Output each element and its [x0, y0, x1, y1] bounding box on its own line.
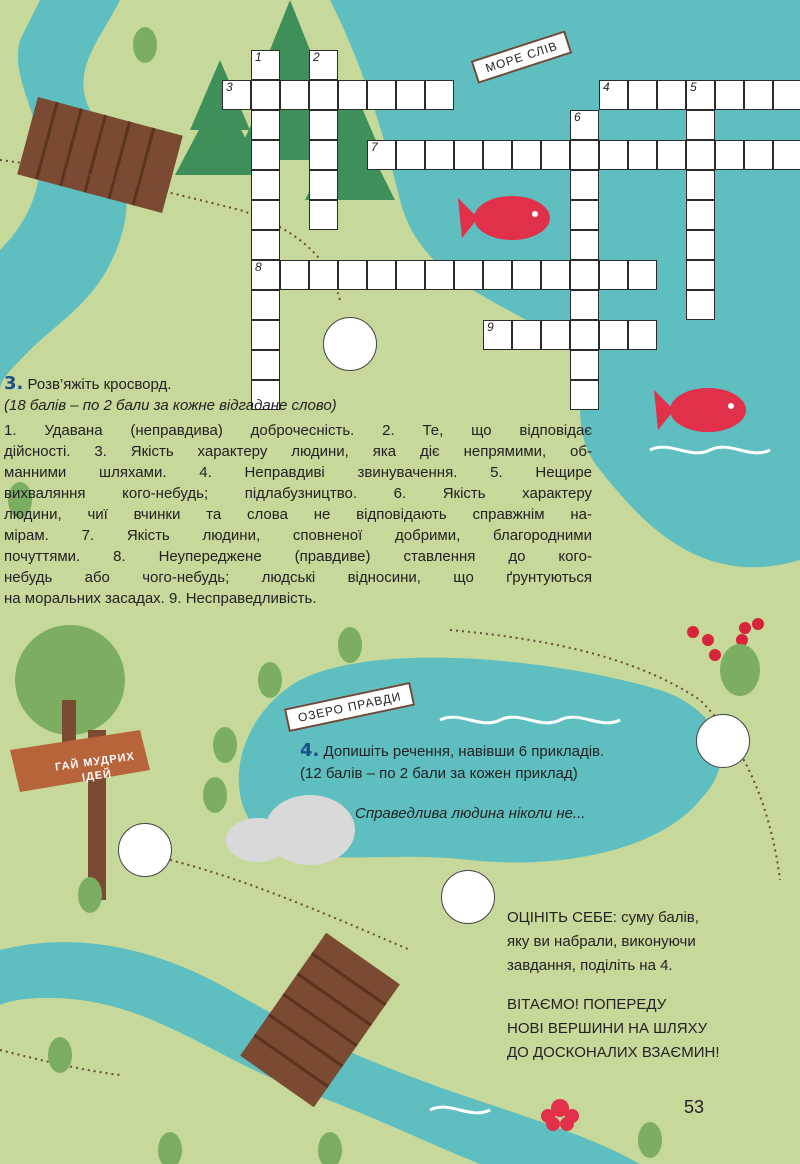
crossword-cell[interactable]	[367, 140, 396, 170]
crossword-clue-number: 8	[255, 260, 262, 274]
crossword-cell[interactable]	[599, 140, 628, 170]
crossword-cell[interactable]	[686, 170, 715, 200]
crossword-cell[interactable]	[599, 80, 628, 110]
task3-points: (18 балів – по 2 бали за кожне відгадане слово)	[4, 397, 337, 414]
crossword-cell[interactable]	[599, 320, 628, 350]
clue-line: мірам. 7. Якість людини, сповненої добрими, благородними	[4, 527, 592, 544]
crossword-cell[interactable]	[251, 230, 280, 260]
crossword-cell[interactable]	[309, 170, 338, 200]
congratulations	[507, 993, 719, 1065]
crossword-cell[interactable]	[570, 110, 599, 140]
score-circle	[441, 870, 495, 924]
crossword-clue-number: 9	[487, 320, 494, 334]
crossword-cell[interactable]	[251, 290, 280, 320]
clue-line: на моральних засадах. 9. Несправедливість.	[4, 590, 317, 607]
task3-title: Розв’яжіть кросворд.	[27, 376, 172, 393]
congrats-line: ВІТАЄМО! ПОПЕРЕДУ	[507, 996, 667, 1013]
crossword-cell[interactable]	[338, 80, 367, 110]
clue-line: почуттями. 8. Неупереджене (правдиве) ставлення до кого-	[4, 548, 592, 565]
crossword-cell[interactable]	[686, 260, 715, 290]
crossword-cell[interactable]	[483, 140, 512, 170]
self-line: завдання, поділіть на 4.	[507, 957, 673, 974]
crossword-cell[interactable]	[773, 80, 800, 110]
congrats-line: ДО ДОСКОНАЛИХ ВЗАЄМИН!	[507, 1044, 720, 1061]
crossword-cell[interactable]	[570, 230, 599, 260]
crossword-cell[interactable]	[367, 80, 396, 110]
crossword-cell[interactable]	[309, 80, 338, 110]
self-line: ОЦІНІТЬ СЕБЕ: суму балів,	[507, 909, 699, 926]
crossword-cell[interactable]	[715, 140, 744, 170]
lake-banner: ОЗЕРО ПРАВДИ	[284, 682, 415, 732]
crossword-cell[interactable]	[570, 200, 599, 230]
crossword-cell[interactable]	[686, 140, 715, 170]
crossword-clue-number: 6	[574, 110, 581, 124]
crossword-clue-number: 5	[690, 80, 697, 94]
crossword-cell[interactable]	[280, 80, 309, 110]
clue-line: 1. Удавана (неправдива) доброчесність. 2. Те, що відповідає	[4, 422, 592, 439]
congrats-line: НОВІ ВЕРШИНИ НА ШЛЯХУ	[507, 1020, 708, 1037]
clue-line: дійсності. 3. Якість характеру людини, яка діє непрямими, об-	[4, 443, 592, 460]
crossword-cell[interactable]	[570, 380, 599, 410]
crossword-cell[interactable]	[686, 80, 715, 110]
crossword-cell[interactable]	[744, 80, 773, 110]
crossword-cell[interactable]	[512, 260, 541, 290]
task4-points: (12 балів – по 2 бали за кожен приклад)	[300, 765, 578, 782]
crossword-cell[interactable]	[715, 80, 744, 110]
task3-number: 3.	[4, 373, 24, 394]
crossword-cell[interactable]	[367, 260, 396, 290]
crossword-cell[interactable]	[251, 320, 280, 350]
crossword-cell[interactable]	[628, 140, 657, 170]
crossword-cell[interactable]	[309, 140, 338, 170]
crossword-cell[interactable]	[338, 260, 367, 290]
crossword-cell[interactable]	[570, 290, 599, 320]
clue-line: небудь або чого-небудь; людські відносини, що ґрунтуються	[4, 569, 592, 586]
crossword-cell[interactable]	[628, 320, 657, 350]
self-line: яку ви набрали, виконуючи	[507, 933, 696, 950]
crossword-cell[interactable]	[280, 260, 309, 290]
flower	[541, 1099, 579, 1131]
crossword-cell[interactable]	[396, 260, 425, 290]
crossword-cell[interactable]	[309, 50, 338, 80]
score-circle	[323, 317, 377, 371]
task3-heading	[4, 373, 171, 394]
clue-line: людини, чиї вчинки та слова не відповідають справжнім на-	[4, 506, 592, 523]
crossword-cell[interactable]	[425, 260, 454, 290]
crossword-cell[interactable]	[657, 80, 686, 110]
crossword-clue-number: 4	[603, 80, 610, 94]
crossword-cell[interactable]	[425, 140, 454, 170]
task4-sentence: Справедлива людина ніколи не...	[355, 805, 586, 822]
crossword-cell[interactable]	[541, 140, 570, 170]
task4-title: Допишіть речення, навівши 6 прикладів.	[323, 743, 605, 760]
crossword-cell[interactable]	[570, 140, 599, 170]
crossword-cell[interactable]	[251, 80, 280, 110]
task3-clues	[4, 420, 592, 609]
clue-line: вихваляння кого-небудь; підлабузництво. 6. Якість характеру	[4, 485, 592, 502]
crossword-cell[interactable]	[570, 320, 599, 350]
crossword-cell[interactable]	[773, 140, 800, 170]
crossword-cell[interactable]	[454, 140, 483, 170]
crossword-cell[interactable]	[686, 110, 715, 140]
crossword-cell[interactable]	[744, 140, 773, 170]
task4-heading	[300, 740, 604, 761]
crossword-cell[interactable]	[570, 260, 599, 290]
crossword-cell[interactable]	[483, 320, 512, 350]
crossword-cell[interactable]	[570, 350, 599, 380]
crossword-cell[interactable]	[309, 200, 338, 230]
crossword-cell[interactable]	[309, 110, 338, 140]
crossword-cell[interactable]	[541, 320, 570, 350]
crossword-cell[interactable]	[541, 260, 570, 290]
crossword-cell[interactable]	[570, 170, 599, 200]
crossword-cell[interactable]	[628, 80, 657, 110]
crossword-cell[interactable]	[251, 140, 280, 170]
crossword-cell[interactable]	[686, 290, 715, 320]
crossword-cell[interactable]	[512, 140, 541, 170]
crossword-cell[interactable]	[628, 260, 657, 290]
crossword-cell[interactable]	[483, 260, 512, 290]
crossword-cell[interactable]	[686, 230, 715, 260]
self-assessment	[507, 906, 699, 978]
clue-line: манними шляхами. 4. Неправдиві звинувачення. 5. Нещире	[4, 464, 592, 481]
grove-sign: ГАЙ МУДРИХ ІДЕЙ	[54, 750, 136, 784]
crossword-cell[interactable]	[599, 260, 628, 290]
crossword-cell[interactable]	[251, 50, 280, 80]
sea-banner: МОРЕ СЛІВ	[471, 30, 573, 83]
crossword-cell[interactable]	[396, 80, 425, 110]
page-number: 53	[684, 1097, 705, 1117]
crossword-clue-number: 2	[313, 50, 320, 64]
crossword-clue-number: 7	[371, 140, 378, 154]
task4-number: 4.	[300, 740, 320, 761]
crossword-cell[interactable]	[251, 200, 280, 230]
crossword-clue-number: 3	[226, 80, 233, 94]
crossword-cell[interactable]	[512, 320, 541, 350]
crossword-cell[interactable]	[396, 140, 425, 170]
crossword-clue-number: 1	[255, 50, 262, 64]
crossword-cell[interactable]	[425, 80, 454, 110]
score-circle	[696, 714, 750, 768]
crossword-cell[interactable]	[657, 140, 686, 170]
crossword-cell[interactable]	[222, 80, 251, 110]
crossword-cell[interactable]	[251, 350, 280, 380]
crossword-cell[interactable]	[309, 260, 338, 290]
crossword-cell[interactable]	[686, 200, 715, 230]
score-circle	[118, 823, 172, 877]
crossword-cell[interactable]	[251, 260, 280, 290]
crossword-cell[interactable]	[251, 110, 280, 140]
crossword-cell[interactable]	[454, 260, 483, 290]
crossword-cell[interactable]	[251, 170, 280, 200]
